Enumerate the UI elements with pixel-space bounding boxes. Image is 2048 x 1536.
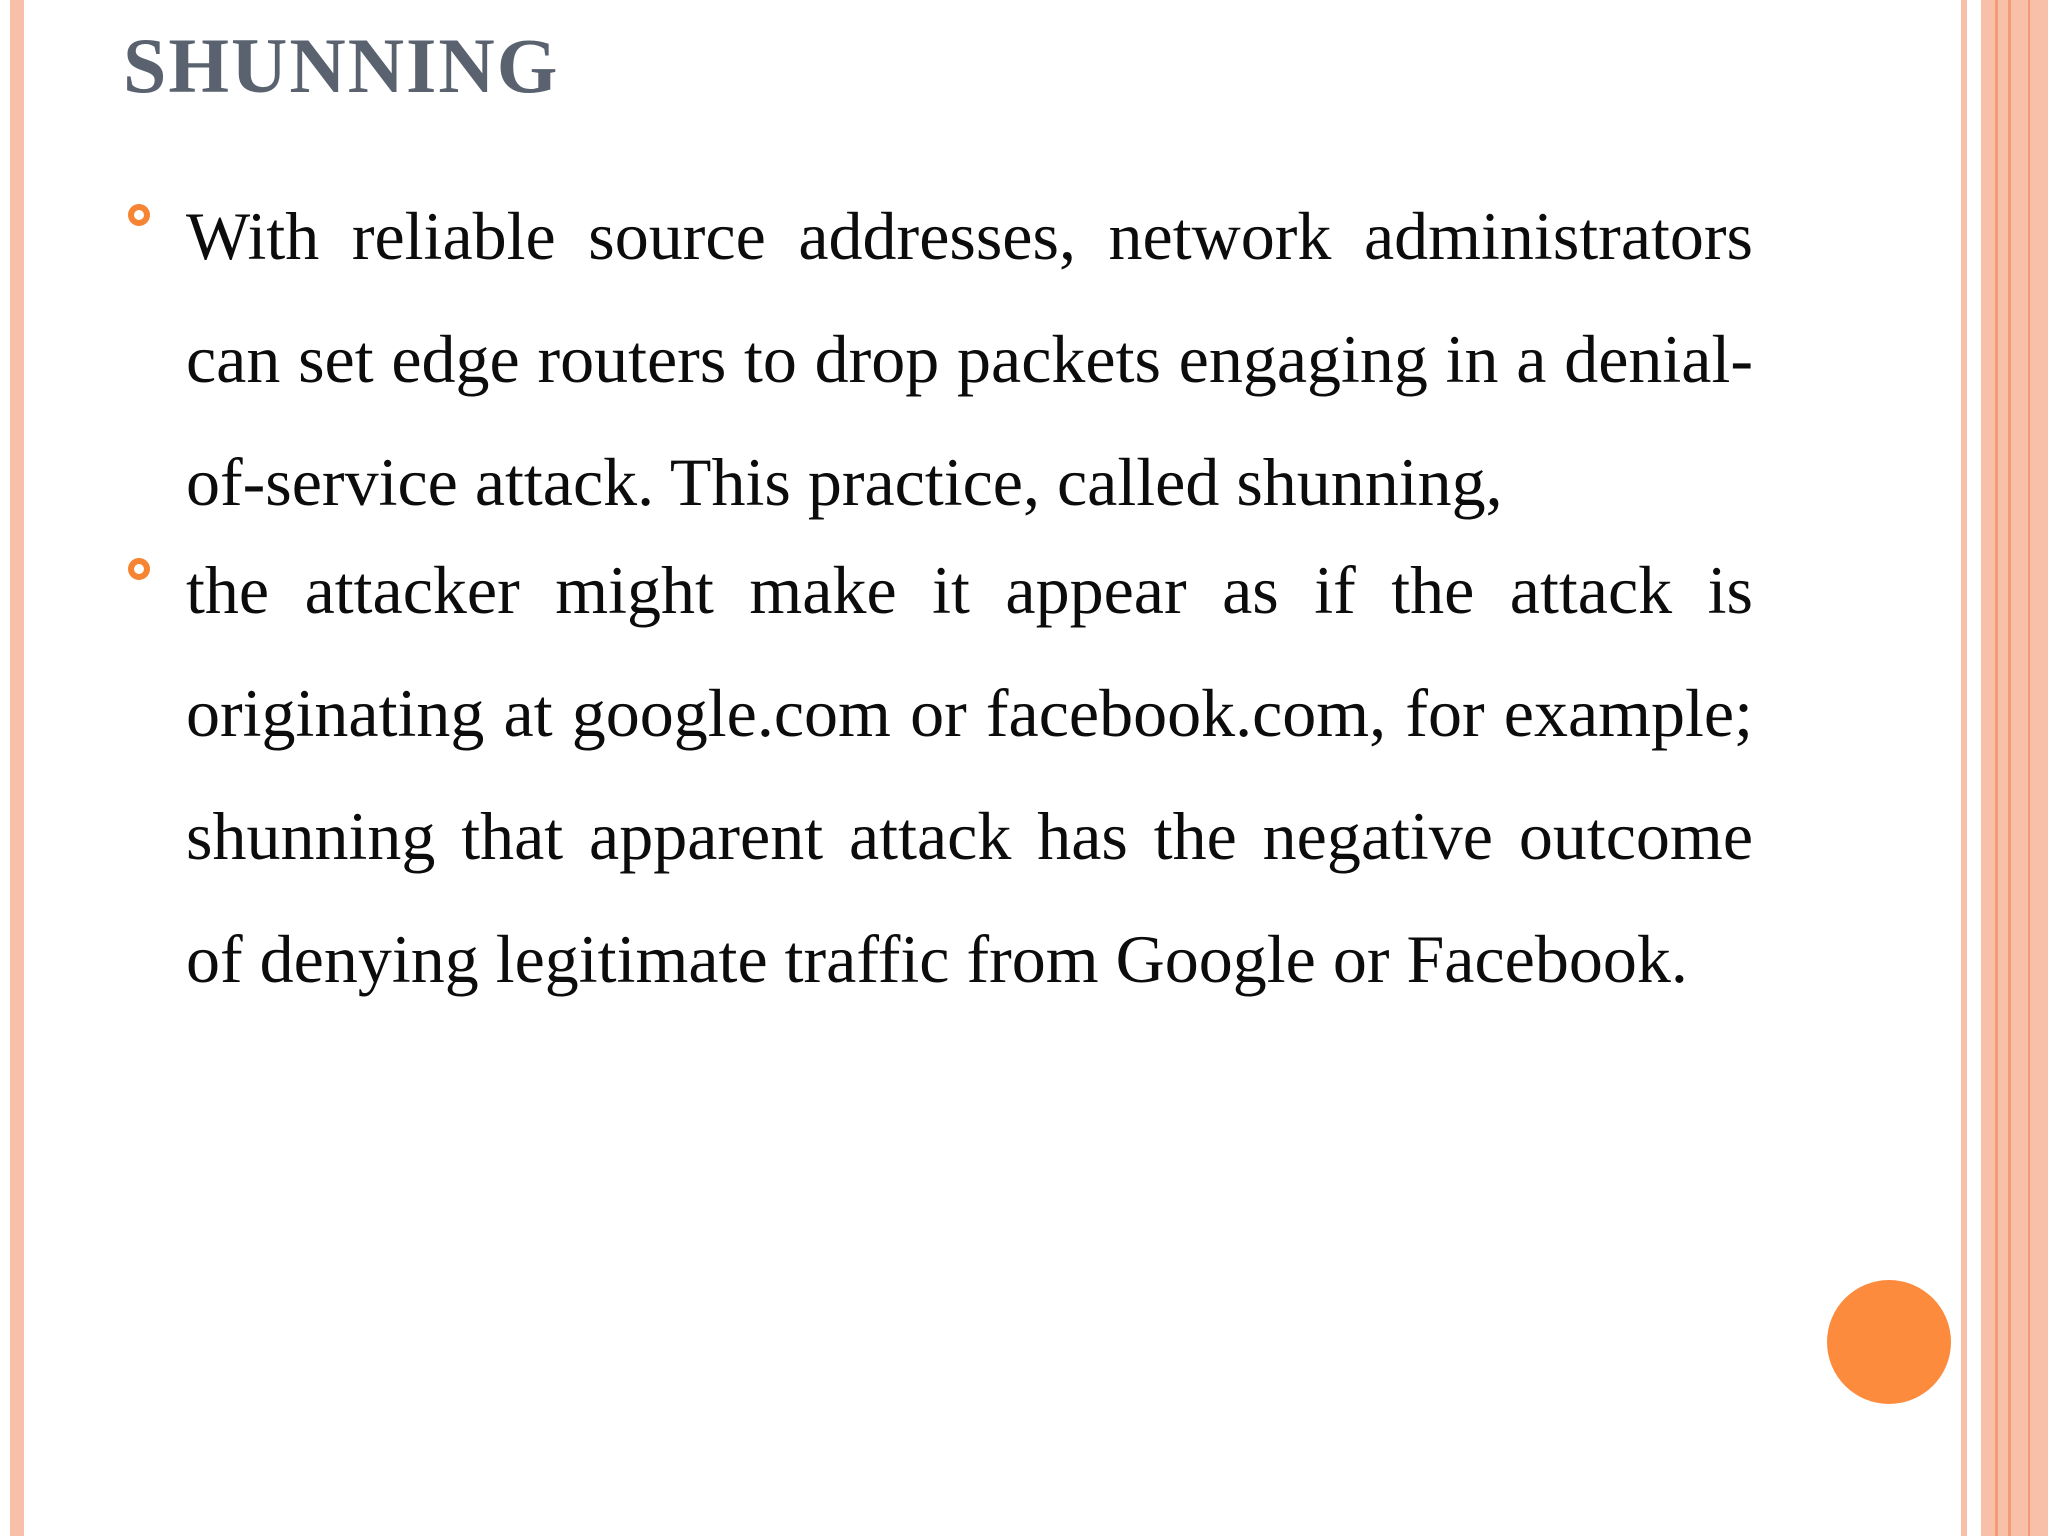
right-border-bar-decoration — [1981, 0, 2048, 1536]
bullet-list — [123, 198, 1753, 1034]
bullet-circle-icon — [128, 204, 150, 226]
left-border-decoration — [10, 0, 24, 1536]
right-border-line-decoration — [2028, 0, 2030, 1536]
slide-title: SHUNNING — [123, 22, 560, 109]
bullet-item — [123, 529, 1753, 1021]
decorative-dot-icon — [1827, 1280, 1951, 1404]
right-border-line-decoration — [2008, 0, 2011, 1536]
bullet-text: With reliable source addresses, network administrators can set edge routers to drop packets engaging in a denial-of-service attack. This practice, called shunning, — [186, 198, 1753, 520]
right-border-thin-decoration — [1961, 0, 1967, 1536]
right-border-line-decoration — [1995, 0, 1998, 1536]
bullet-text: the attacker might make it appear as if the attack is originating at google.com or facebook.com, for example; shunning that apparent attack has the negative outcome of denying legitimate traffic from Google or Facebook. — [186, 552, 1753, 997]
bullet-item — [123, 175, 1753, 544]
bullet-circle-icon — [128, 558, 150, 580]
